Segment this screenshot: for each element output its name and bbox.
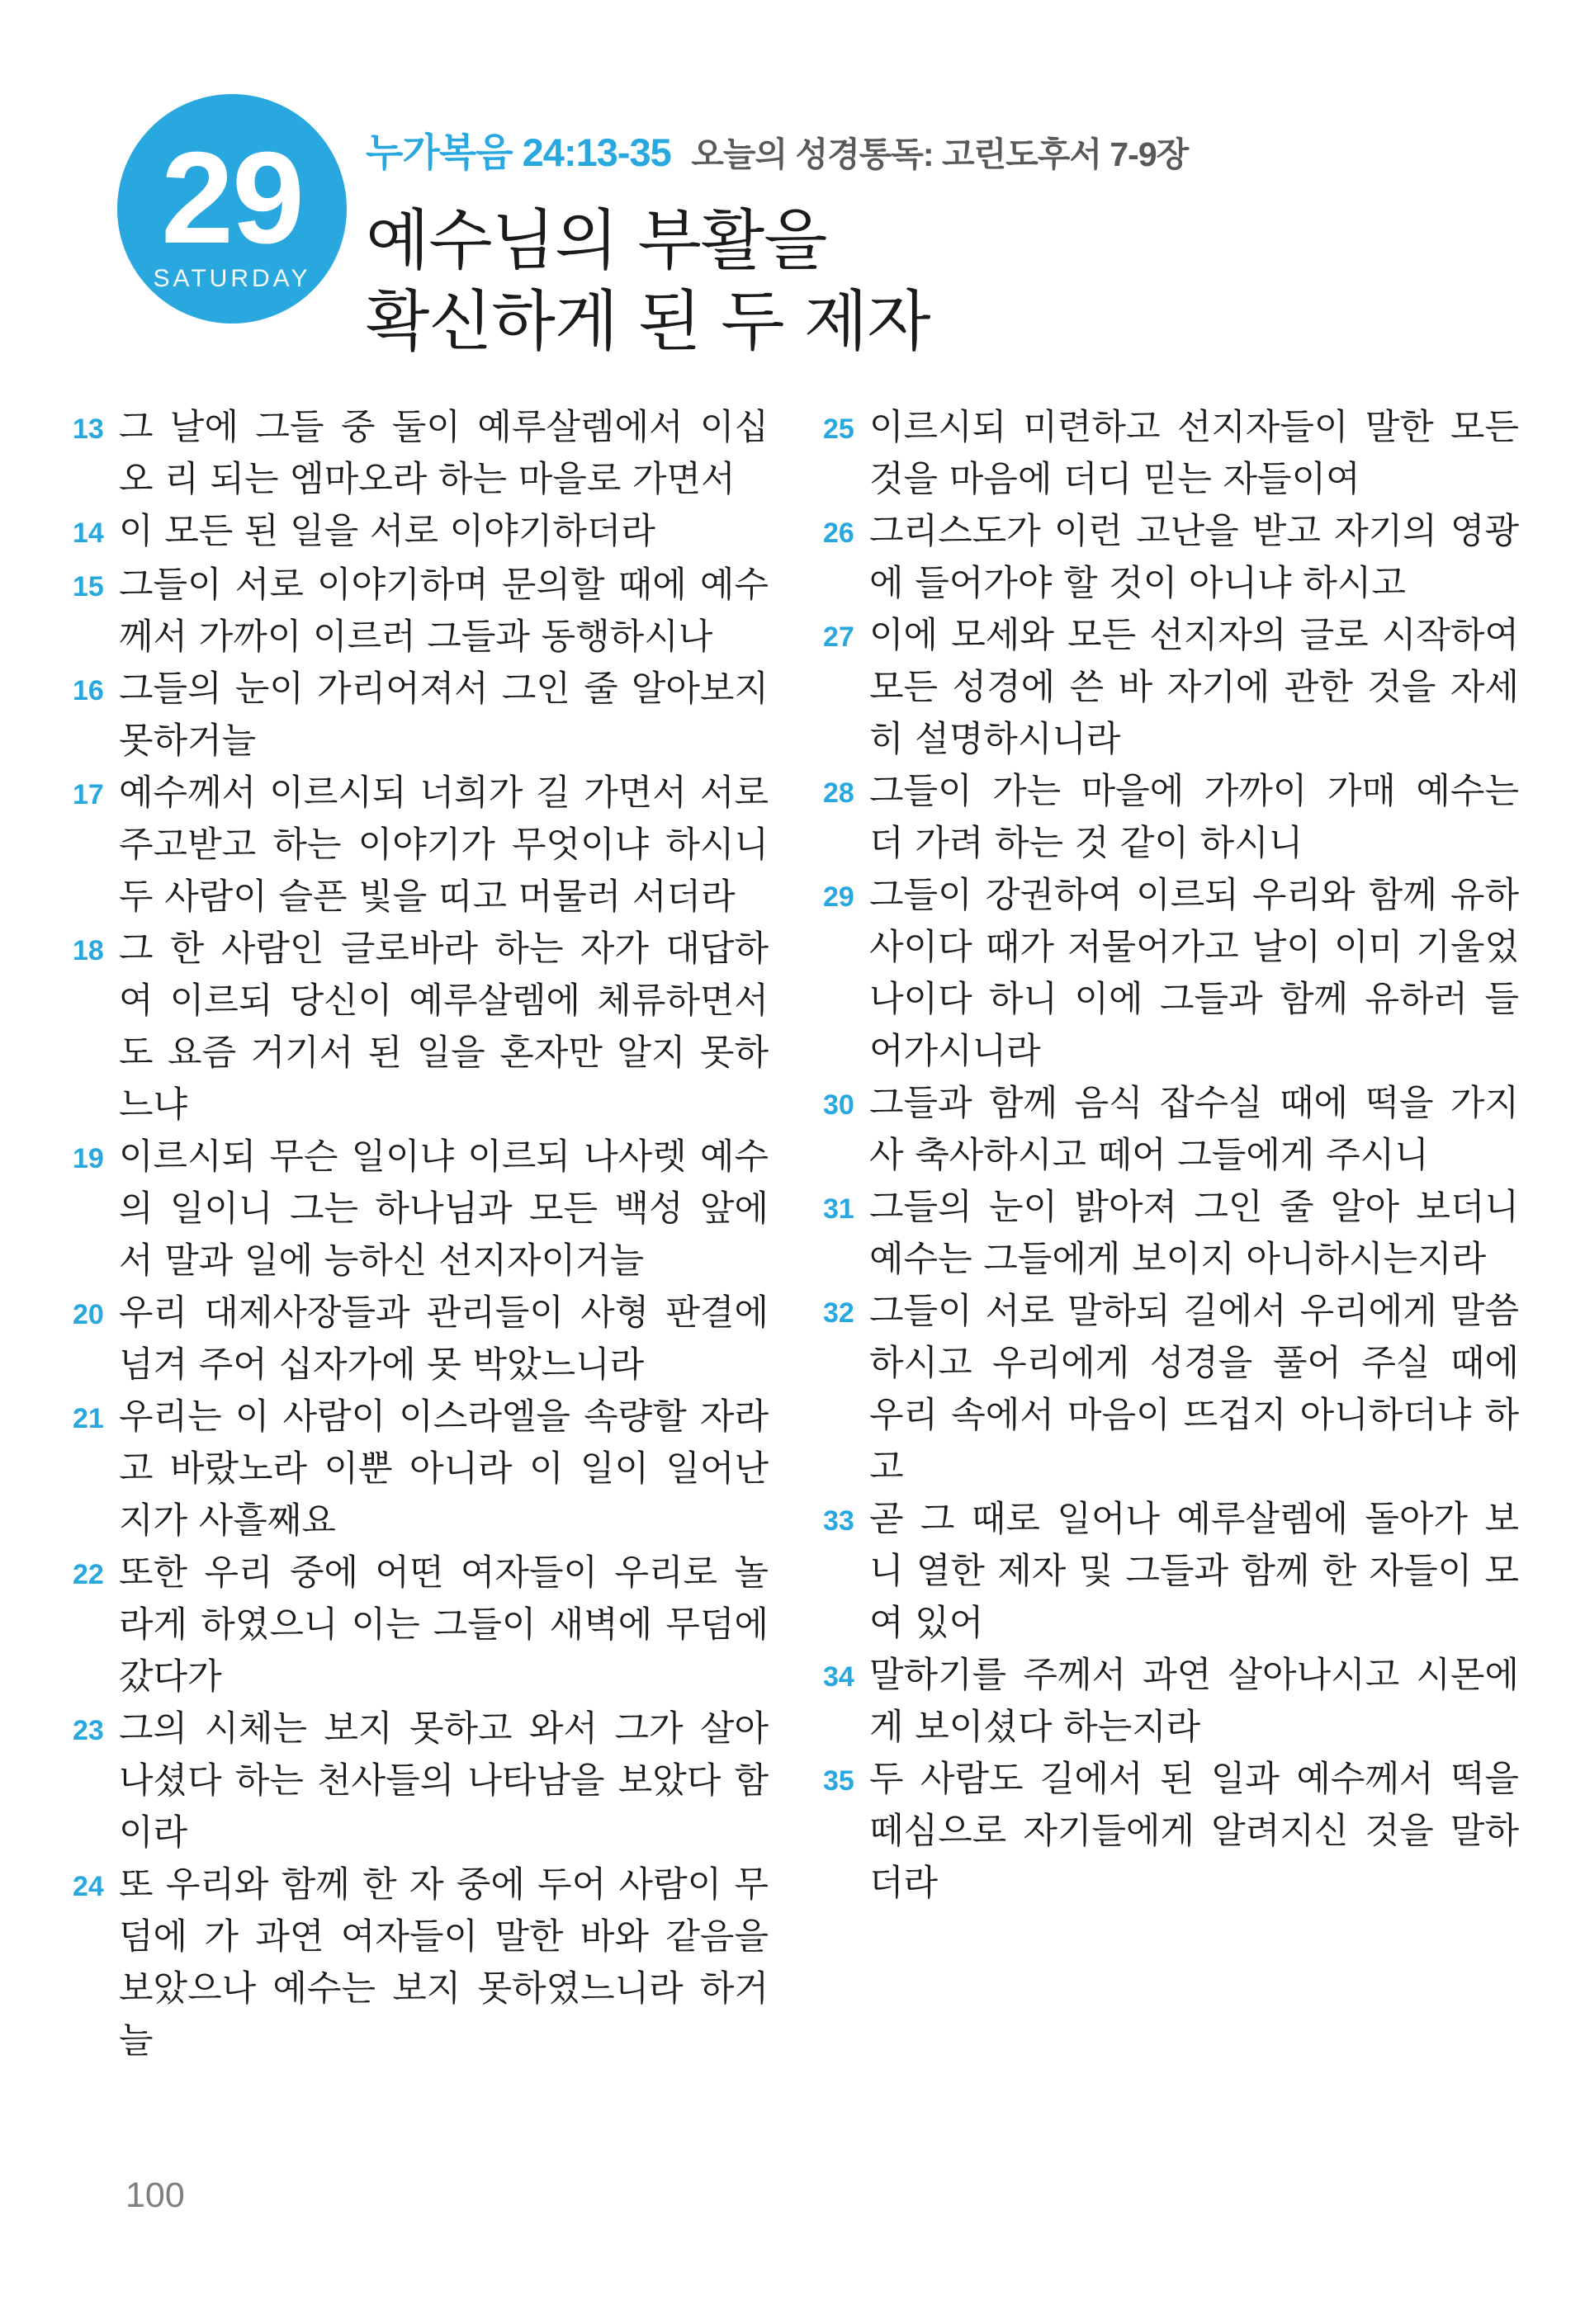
verse-text: 그들이 가는 마을에 가까이 가매 예수는 더 가려 하는 것 같이 하시니 [869, 771, 1519, 864]
verse-text: 예수께서 이르시되 너희가 길 가면서 서로 주고받고 하는 이야기가 무엇이냐 하시니 두 사람이 슬픈 빛을 띠고 머물러 서더라 [119, 772, 769, 918]
verse-row [73, 1703, 769, 1859]
verse-row [823, 1754, 1519, 1910]
verse-row [823, 1182, 1519, 1286]
verse-text: 그들과 함께 음식 잡수실 때에 떡을 가지사 축사하시고 떼어 그들에게 주시니 [869, 1083, 1519, 1176]
verse-text: 우리 대제사장들과 관리들이 사형 판결에 넘겨 주어 십자가에 못 박았느니라 [119, 1292, 769, 1386]
verse-number: 13 [73, 413, 104, 445]
verse-row [823, 870, 1519, 1078]
verse-text: 두 사람도 길에서 된 일과 예수께서 떡을 떼심으로 자기들에게 알려지신 것을 말하더라 [869, 1759, 1519, 1904]
verse-text: 그들의 눈이 가리어져서 그인 줄 알아보지 못하거늘 [119, 668, 769, 762]
verse-text: 그리스도가 이런 고난을 받고 자기의 영광에 들어가야 할 것이 아니냐 하시고 [869, 511, 1519, 604]
verse-text: 이에 모세와 모든 선지자의 글로 시작하여 모든 성경에 쓴 바 자기에 관한 것을 자세히 설명하시니라 [869, 615, 1519, 760]
page-header [366, 122, 1521, 362]
verse-number: 28 [823, 777, 854, 809]
daily-reading-plan: 오늘의 성경통독: 고린도후서 7-9장 [691, 135, 1189, 173]
verse-text: 또 우리와 함께 한 자 중에 두어 사람이 무덤에 가 과연 여자들이 말한 바와 같음을 보았으나 예수는 보지 못하였느니라 하거늘 [119, 1864, 769, 2062]
verse-row [823, 1494, 1519, 1650]
verse-row [823, 766, 1519, 870]
verse-text: 그들이 강권하여 이르되 우리와 함께 유하사이다 때가 저물어가고 날이 이미 기울었나이다 하니 이에 그들과 함께 유하러 들어가시니라 [869, 875, 1519, 1072]
verse-row [823, 402, 1519, 506]
verse-number: 32 [823, 1297, 854, 1329]
verse-columns [73, 402, 1519, 2067]
verse-row [73, 506, 769, 560]
verse-column-right [823, 402, 1519, 1910]
verse-text: 그들이 서로 이야기하며 문의할 때에 예수께서 가까이 이르러 그들과 동행하시나 [119, 564, 769, 658]
verse-number: 19 [73, 1143, 104, 1174]
verse-number: 23 [73, 1715, 104, 1746]
verse-row [73, 768, 769, 923]
page-number: 100 [125, 2175, 185, 2215]
passage-reference: 누가복음 24:13-35 [366, 130, 671, 174]
page-title-line2: 확신하게 된 두 제자 [366, 283, 930, 360]
verse-text: 그 한 사람인 글로바라 하는 자가 대답하여 이르되 당신이 예루살렘에 체류하면서도 요즘 거기서 된 일을 혼자만 알지 못하느냐 [119, 928, 769, 1126]
verse-number: 34 [823, 1661, 854, 1693]
verse-row [823, 1650, 1519, 1754]
scripture-reference-line [366, 122, 1521, 177]
verse-number: 26 [823, 517, 854, 549]
verse-text: 그 날에 그들 중 둘이 예루살렘에서 이십오 리 되는 엠마오라 하는 마을로 가면서 [119, 407, 769, 500]
verse-row [823, 1078, 1519, 1182]
verse-number: 33 [823, 1505, 854, 1537]
verse-number: 22 [73, 1559, 104, 1590]
verse-text: 곧 그 때로 일어나 예루살렘에 돌아가 보니 열한 제자 및 그들과 함께 한 자들이 모여 있어 [869, 1499, 1519, 1644]
verse-text: 그의 시체는 보지 못하고 와서 그가 살아나셨다 하는 천사들의 나타남을 보았다 함이라 [119, 1708, 769, 1854]
verse-number: 27 [823, 621, 854, 653]
page-title [366, 201, 1521, 362]
verse-row [73, 664, 769, 768]
verse-number: 14 [73, 517, 104, 549]
verse-number: 24 [73, 1871, 104, 1902]
verse-row [823, 1286, 1519, 1494]
verse-number: 15 [73, 571, 104, 602]
verse-column-left [73, 402, 769, 2067]
verse-row [73, 1859, 769, 2067]
verse-text: 또한 우리 중에 어떤 여자들이 우리로 놀라게 하였으니 이는 그들이 새벽에 무덤에 갔다가 [119, 1552, 769, 1698]
verse-number: 35 [823, 1765, 854, 1797]
verse-text: 그들의 눈이 밝아져 그인 줄 알아 보더니 예수는 그들에게 보이지 아니하시는지라 [869, 1187, 1519, 1280]
verse-number: 17 [73, 779, 104, 810]
verse-row [73, 1391, 769, 1547]
verse-number: 29 [823, 881, 854, 913]
verse-number: 20 [73, 1299, 104, 1330]
verse-row [73, 923, 769, 1131]
verse-number: 25 [823, 413, 854, 445]
verse-row [73, 402, 769, 506]
verse-row [73, 1547, 769, 1703]
verse-number: 18 [73, 935, 104, 966]
verse-text: 말하기를 주께서 과연 살아나시고 시몬에게 보이셨다 하는지라 [869, 1655, 1519, 1748]
verse-text: 이 모든 된 일을 서로 이야기하더라 [119, 511, 655, 552]
verse-row [73, 1131, 769, 1287]
verse-row [73, 560, 769, 664]
verse-text: 이르시되 미련하고 선지자들이 말한 모든 것을 마음에 더디 믿는 자들이여 [869, 407, 1519, 500]
date-badge [117, 94, 347, 324]
verse-number: 16 [73, 675, 104, 706]
verse-row [73, 1287, 769, 1391]
page-title-line1: 예수님의 부활을 [366, 202, 827, 279]
verse-text: 그들이 서로 말하되 길에서 우리에게 말씀하시고 우리에게 성경을 풀어 주실 때에 우리 속에서 마음이 뜨겁지 아니하더냐 하고 [869, 1291, 1519, 1488]
verse-text: 우리는 이 사람이 이스라엘을 속량할 자라고 바랐노라 이뿐 아니라 이 일이 일어난 지가 사흘째요 [119, 1396, 769, 1542]
verse-number: 21 [73, 1403, 104, 1434]
date-weekday-label: SATURDAY [153, 265, 311, 292]
verse-number: 30 [823, 1089, 854, 1121]
date-day-number: 29 [161, 125, 303, 271]
verse-number: 31 [823, 1193, 854, 1225]
verse-text: 이르시되 무슨 일이냐 이르되 나사렛 예수의 일이니 그는 하나님과 모든 백성 앞에서 말과 일에 능하신 선지자이거늘 [119, 1136, 769, 1282]
verse-row [823, 610, 1519, 766]
verse-row [823, 506, 1519, 610]
